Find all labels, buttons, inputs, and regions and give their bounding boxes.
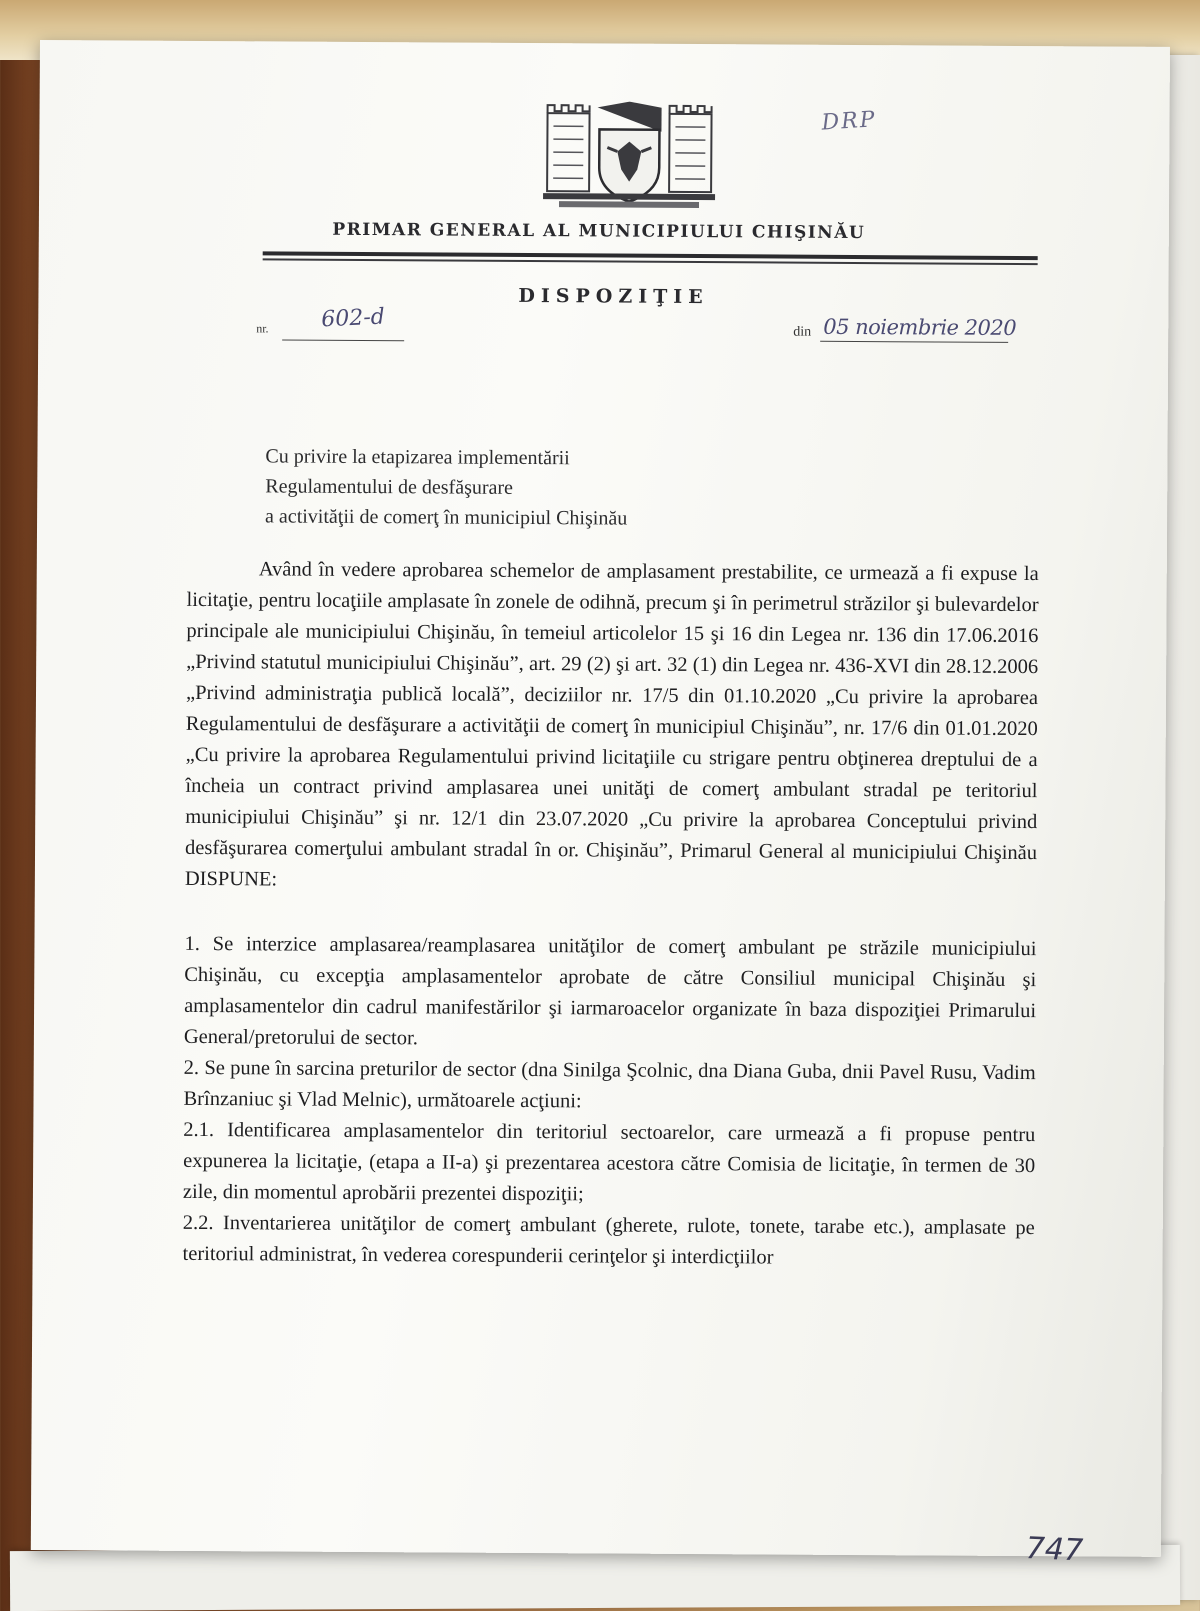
document-date: 05 noiembrie 2020: [823, 315, 1016, 340]
number-label: nr.: [256, 321, 268, 336]
handwritten-initials: DRP: [821, 107, 877, 135]
document-body: [182, 554, 1038, 1275]
provision-item: 1. Se interzice amplasarea/reamplasarea unităţilor de comerţ ambulant pe străzile municipiului Chişinău, cu excepţia amplasamentelor aprobate de către Consiliul municipal Chişinău şi amplasamentelor din cadrul manifestărilor şi iarmaroacelor organizate în baza dispoziţiei Primarului General/pretorului de sector.: [184, 929, 1037, 1058]
document-page: [31, 40, 1170, 1557]
preamble-paragraph: Având în vedere aprobarea schemelor de amplasament prestabilite, ce urmează a fi expuse la licitaţie, pentru locaţiile amplasate în zonele de odihnă, precum şi în perimetrul străzilor şi bulevardelor principale ale municipiului Chişinău, în temeiul articolelor 15 şi 16 din Legea nr. 136 din 17.06.2016 „Privind statutul municipiului Chişinău”, art. 29 (2) şi art. 32 (1) din Legea nr. 436-XVI din 28.12.2006 „Privind administraţia publică locală”, deciziilor nr. 17/5 din 01.10.2020 „Cu privire la aprobarea Regulamentului de desfăşurare a activităţii de comerţ în municipiul Chişinău”, nr. 17/6 din 01.01.2020 „Cu privire la aprobarea Regulamentului privind licitaţiile cu strigare pentru obţinerea dreptului de a încheia un contract privind amplasarea unei unităţi de comerţ ambulant stradal pe teritoriul municipiului Chişinău” şi nr. 12/1 din 23.07.2020 „Cu privire la aprobarea Conceptului privind desfăşurarea comerţului ambulant stradal în or. Chişinău”, Primarul General al municipiului Chişinău DISPUNE:: [185, 554, 1039, 900]
subject-line: Regulamentului de desfăşurare: [265, 471, 785, 504]
subject-line: Cu privire la etapizarea implementării: [265, 441, 785, 474]
handwritten-page-number: 747: [1025, 1531, 1084, 1568]
subject-line: a activităţii de comerţ în municipiul Chişinău: [265, 501, 785, 534]
document-number: 602-d: [321, 304, 386, 332]
document-type-title: DISPOZIŢIE: [518, 285, 708, 308]
date-label: din: [793, 325, 811, 341]
date-underline: [820, 341, 1008, 343]
coat-of-arms-icon: [539, 101, 720, 212]
provision-item: 2.2. Inventarierea unităţilor de comerţ ambulant (gherete, rulote, tonete, tarabe etc.), amplasate pe teritoriul administrat, în vederea corespunderii cerinţelor şi interdicţiilor: [182, 1208, 1034, 1275]
provision-item: 2.1. Identificarea amplasamentelor din teritoriul sectoarelor, care urmează a fi propuse pentru expunerea la licitaţie, (etapa a II-a) şi prezentarea acestora către Comisia de licitaţie, în termen de 30 zile, din momentul aprobării prezentei dispoziţii;: [183, 1115, 1036, 1213]
issuing-authority: PRIMAR GENERAL AL MUNICIPIULUI CHIŞINĂU: [279, 219, 919, 243]
number-underline: [282, 339, 404, 341]
provision-item: 2. Se pune în sarcina preturilor de sector (dna Sinilga Şcolnic, dna Diana Guba, dnii Pavel Rusu, Vadim Brînzaniuc şi Vlad Melnic), următoarele acţiuni:: [183, 1053, 1035, 1120]
subject-block: [265, 441, 786, 534]
paragraph-gap: [185, 895, 1037, 934]
